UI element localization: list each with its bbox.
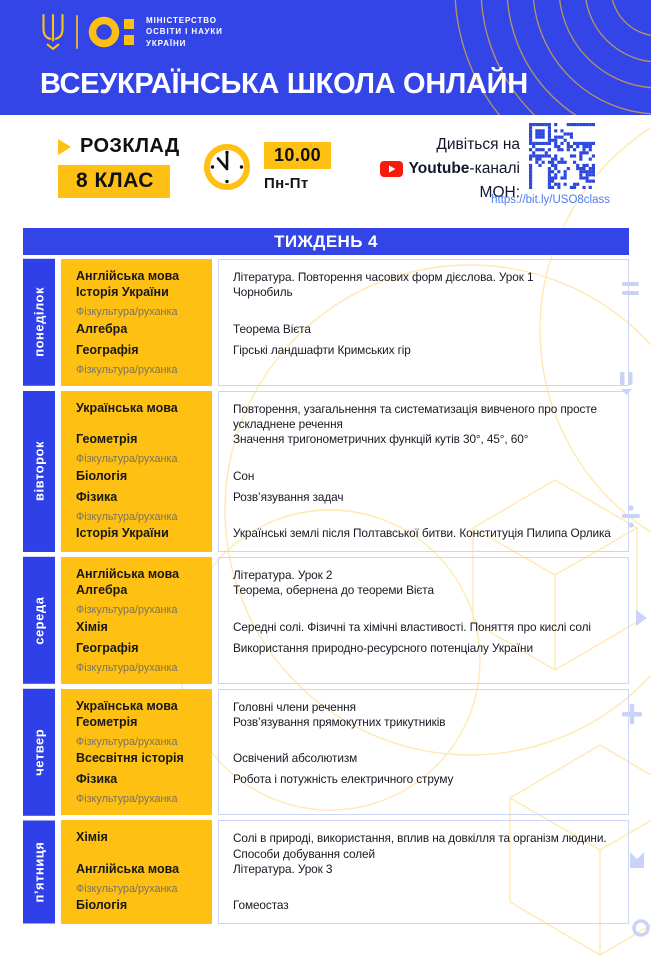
topic-cell: Повторення, узагальнення та систематизація вивченого про просте ускладнене речення [218,391,629,433]
lesson-row [61,641,629,662]
topic-cell: Гомеостаз [218,898,629,923]
bookmark-icon [630,852,644,868]
subject-cell: Географія [61,343,212,364]
clock-icon [202,142,252,192]
topic-cell: Сон [218,469,629,490]
activity-row [61,793,629,815]
subject-cell: Фізкультура/руханка [61,883,212,899]
day-label: середа [23,557,55,684]
lesson-row [61,557,629,583]
topic-cell [218,511,629,527]
lesson-row [61,490,629,511]
lesson-row [61,285,629,306]
schedule-link[interactable]: https://bit.ly/USO8class [491,194,610,206]
day-label: четвер [23,689,55,816]
lesson-row [61,343,629,364]
topic-cell: Використання природно-ресурсного потенціалу України [218,641,629,662]
day-label: понеділок [23,259,55,386]
activity-row [61,511,629,527]
lesson-row [61,526,629,551]
lesson-row [61,432,629,453]
day-row-friday [23,820,629,923]
watch-line3: МОН: [479,184,520,202]
topic-cell [218,364,629,386]
brand-separator [76,15,78,49]
page-title: ВСЕУКРАЇНСЬКА ШКОЛА ОНЛАЙН [40,68,528,100]
topic-cell: Теорема, обернена до теореми Вієта [218,583,629,604]
topic-cell [218,662,629,684]
subject-cell: Англійська мова [61,557,212,583]
topic-cell: Головні члени речення [218,689,629,715]
topic-cell: Середні солі. Фізичні та хімічні властивості. Поняття про кислі солі [218,620,629,641]
lesson-row [61,259,629,285]
lesson-row [61,689,629,715]
days-range: Пн-Пт [264,175,309,192]
lesson-row [61,322,629,343]
subject-cell: Історія України [61,526,212,551]
subject-cell: Англійська мова [61,862,212,883]
subject-cell: Фізика [61,772,212,793]
subject-cell: Географія [61,641,212,662]
activity-row [61,453,629,469]
topic-cell: Розв’язування прямокутних трикутників [218,715,629,736]
day-row-monday [23,259,629,386]
subject-cell: Фізкультура/руханка [61,736,212,752]
subject-cell: Фізкультура/руханка [61,511,212,527]
activity-row [61,736,629,752]
subject-cell: Геометрія [61,432,212,453]
topic-cell: Солі в природі, використання, вплив на довкілля та організм людини. Способи добування солей [218,820,629,862]
lesson-row [61,583,629,604]
circle-icon [634,921,648,935]
lesson-row [61,898,629,923]
subject-cell: Хімія [61,820,212,862]
subject-cell: Алгебра [61,322,212,343]
subject-cell: Всесвітня історія [61,751,212,772]
topic-cell: Чорнобиль [218,285,629,306]
app-header [0,0,651,115]
subject-cell: Хімія [61,620,212,641]
activity-row [61,306,629,322]
subject-cell: Біологія [61,898,212,923]
topic-cell [218,453,629,469]
class-badge: 8 КЛАС [58,165,170,198]
lesson-row [61,469,629,490]
subject-cell: Фізкультура/руханка [61,364,212,386]
day-row-wednesday [23,557,629,684]
schedule-block [58,135,180,198]
topic-cell: Значення тригонометричних функцій кутів 30°, 45°, 60° [218,432,629,453]
topic-cell: Література. Урок 2 [218,557,629,583]
watch-youtube: Youtube [408,160,470,178]
topic-cell: Література. Повторення часових форм дієслова. Урок 1 [218,259,629,285]
subject-cell: Фізика [61,490,212,511]
watch-rest: -каналі [469,160,520,178]
ministry-brand [40,13,223,51]
topic-cell: Розв’язування задач [218,490,629,511]
activity-row [61,604,629,620]
subject-cell: Фізкультура/руханка [61,662,212,684]
topic-cell: Література. Урок 3 [218,862,629,883]
subject-cell: Українська мова [61,391,212,433]
tryzub-icon [40,13,66,51]
subject-cell: Геометрія [61,715,212,736]
lesson-row [61,715,629,736]
time-block [202,142,331,192]
subject-cell: Фізкультура/руханка [61,793,212,815]
subject-cell: Українська мова [61,689,212,715]
lesson-row [61,751,629,772]
topic-cell: Робота і потужність електричного струму [218,772,629,793]
day-row-thursday [23,689,629,816]
topic-cell [218,306,629,322]
youtube-icon [380,161,403,177]
subject-cell: Фізкультура/руханка [61,604,212,620]
day-label: вівторок [23,391,55,552]
info-bar [0,115,651,228]
topic-cell [218,883,629,899]
arrow-icon [58,139,71,155]
qr-code [529,123,595,189]
play-icon [636,610,647,626]
activity-row [61,364,629,386]
topic-cell: Освічений абсолютизм [218,751,629,772]
day-label: п’ятниця [23,820,55,923]
schedule-table [23,259,629,924]
lesson-row [61,820,629,862]
lesson-row [61,391,629,433]
subject-cell: Фізкультура/руханка [61,306,212,322]
topic-cell [218,736,629,752]
subject-cell: Фізкультура/руханка [61,453,212,469]
schedule-label: РОЗКЛАД [80,135,180,157]
mon-logo-icon [88,14,136,50]
activity-row [61,883,629,899]
lesson-row [61,620,629,641]
activity-row [61,662,629,684]
topic-cell: Теорема Вієта [218,322,629,343]
day-row-tuesday [23,391,629,552]
lesson-row [61,772,629,793]
topic-cell [218,793,629,815]
subject-cell: Алгебра [61,583,212,604]
subject-cell: Історія України [61,285,212,306]
week-banner: ТИЖДЕНЬ 4 [23,228,629,255]
topic-cell: Українські землі після Полтавської битви. Конституція Пилипа Орлика [218,526,629,551]
lesson-row [61,862,629,883]
ministry-name: МІНІСТЕРСТВО ОСВІТИ І НАУКИ УКРАЇНИ [146,15,223,48]
watch-line1: Дивіться на [436,136,520,153]
time-badge: 10.00 [264,142,331,169]
subject-cell: Англійська мова [61,259,212,285]
topic-cell [218,604,629,620]
subject-cell: Біологія [61,469,212,490]
topic-cell: Гірські ландшафти Кримських гір [218,343,629,364]
